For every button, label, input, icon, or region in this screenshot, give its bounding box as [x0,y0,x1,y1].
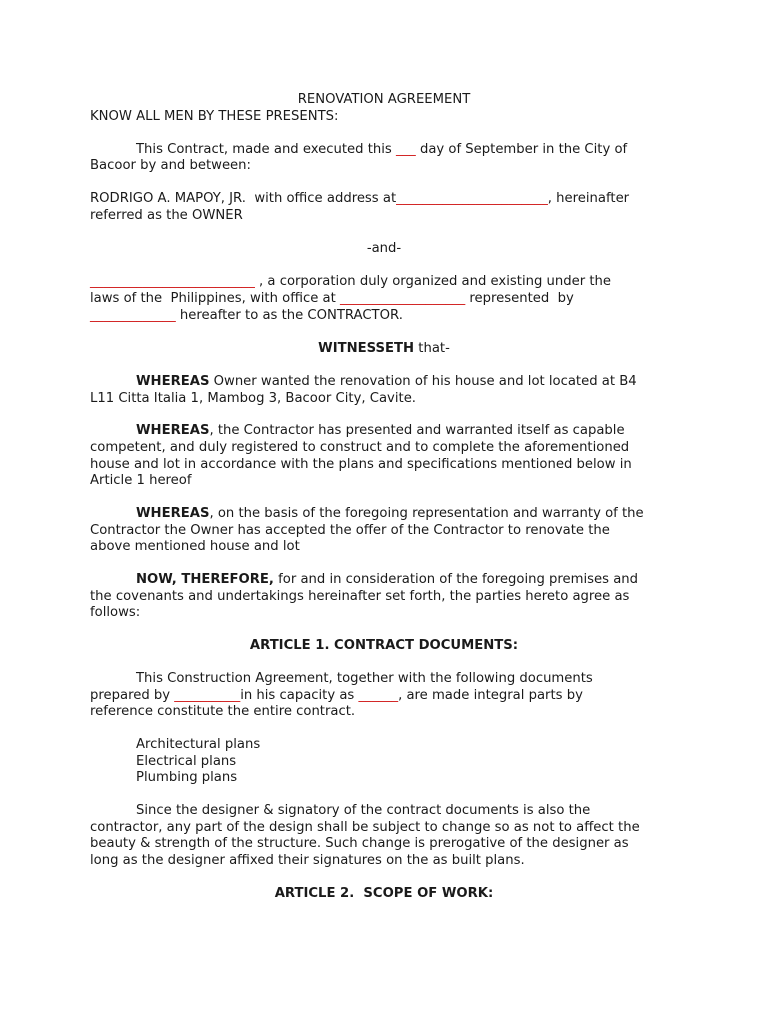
whereas-2-line-2: competent, and duly registered to construct and to complete the aforementioned [90,440,630,455]
now-therefore-line-2: the covenants and undertakings hereinafter set forth, the parties hereto agree as [90,589,630,604]
article-2-heading: ARTICLE 2. SCOPE OF WORK: [274,886,494,901]
designer-line-1: Since the designer & signatory of the contract documents is also the [136,803,591,818]
designer-line-2: contractor, any part of the design shall be subject to change so as not to affect the [90,820,640,835]
designer-line-3: beauty & strength of the structure. Such change is prerogative of the designer as [90,836,629,851]
article-1-heading: ARTICLE 1. CONTRACT DOCUMENTS: [249,638,519,653]
plan-item: Electrical plans [136,754,237,769]
prepared-by-blank: __________ [174,688,241,703]
whereas-1-line-2: L11 Citta Italia 1, Mambog 3, Bacoor City, Cavite. [90,391,416,406]
contract-intro-line-2: Bacoor by and between: [90,158,251,173]
witnesseth-heading: WITNESSETH that- [318,341,450,356]
contractor-office-blank: ___________________ [339,291,466,306]
now-therefore-line-3: follows: [90,605,141,620]
whereas-1-line-1: WHEREAS Owner wanted the renovation of his house and lot located at B4 [136,374,637,389]
owner-address-blank: _______________________ [396,191,548,206]
plan-item: Architectural plans [136,737,261,752]
whereas-2-line-3: house and lot in accordance with the plans and specifications mentioned below in [90,457,632,472]
article-1-line-2: prepared by __________in his capacity as ______, are made integral parts by [90,688,583,703]
whereas-2-line-4: Article 1 hereof [90,473,192,488]
whereas-3-line-1: WHEREAS, on the basis of the foregoing representation and warranty of the [136,506,644,521]
contractor-line-2: laws of the Philippines, with office at ___________________ represented by [90,291,574,306]
contractor-rep-blank: _____________ [90,308,176,323]
and-separator: -and- [366,241,402,256]
document-title: RENOVATION AGREEMENT [297,92,471,107]
whereas-3-line-2: Contractor the Owner has accepted the offer of the Contractor to renovate the [90,523,610,538]
know-all-line: KNOW ALL MEN BY THESE PRESENTS: [90,109,339,124]
article-1-line-1: This Construction Agreement, together with the following documents [136,671,593,686]
contract-intro-line-1: This Contract, made and executed this ___ day of September in the City of [136,142,628,157]
contractor-line-3: _____________ hereafter to as the CONTRACTOR. [90,308,403,323]
now-therefore-line-1: NOW, THEREFORE, for and in consideration of the foregoing premises and [136,572,639,587]
contractor-line-1: _________________________ , a corporation duly organized and existing under the [90,274,611,289]
owner-line-2: referred as the OWNER [90,208,243,223]
whereas-3-line-3: above mentioned house and lot [90,539,300,554]
day-blank: ___ [395,142,416,157]
article-1-line-3: reference constitute the entire contract. [90,704,356,719]
capacity-blank: ______ [358,688,399,703]
whereas-2-line-1: WHEREAS, the Contractor has presented and warranted itself as capable [136,423,625,438]
designer-line-4: long as the designer affixed their signatures on the as built plans. [90,853,525,868]
contractor-name-blank: _________________________ [90,274,255,289]
plan-item: Plumbing plans [136,770,238,785]
owner-line-1: RODRIGO A. MAPOY, JR. with office address at_______________________, hereinafter [90,191,630,206]
